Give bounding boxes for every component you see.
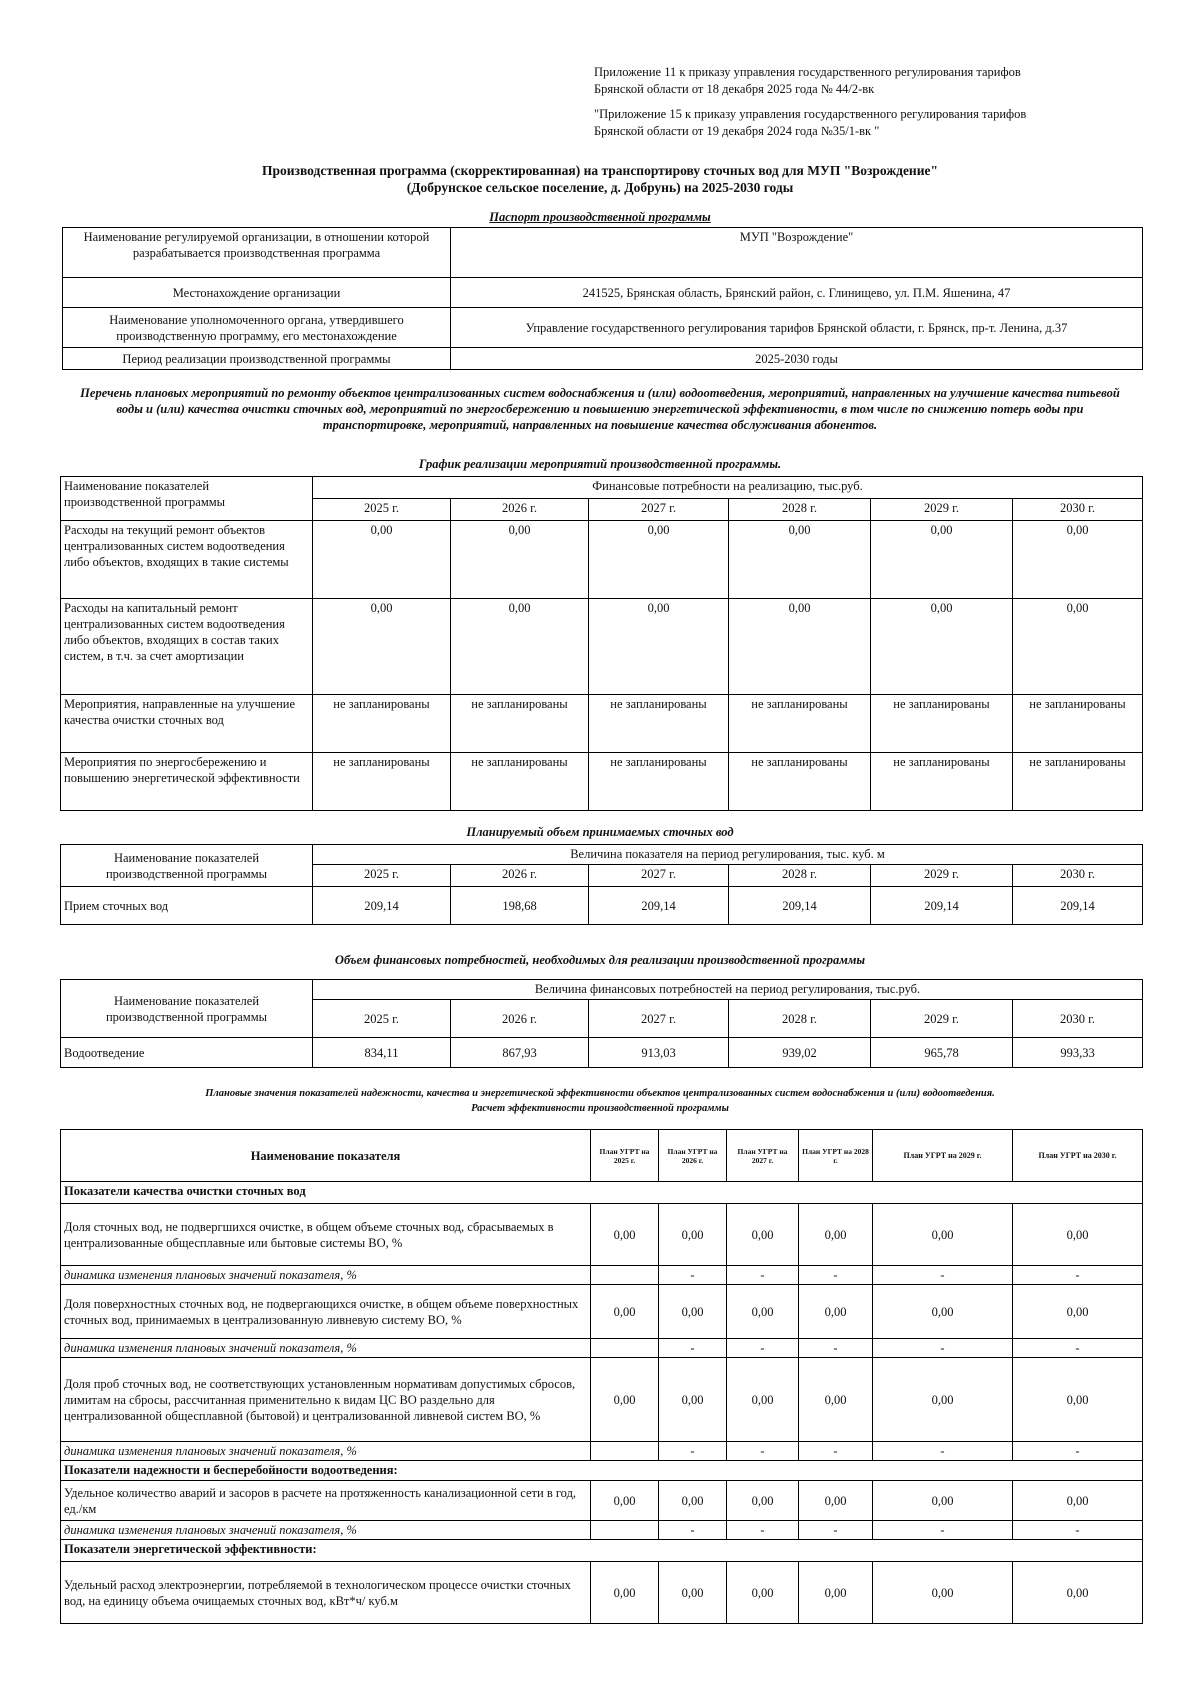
plan-header: План УГРТ на 2029 г. [873, 1130, 1013, 1182]
cell-value: не запланированы [451, 753, 589, 811]
year-header: 2028 г. [729, 499, 871, 521]
cell-value: 0,00 [799, 1285, 873, 1339]
year-header: 2029 г. [871, 499, 1013, 521]
passport-label: Местонахождение организации [63, 278, 451, 308]
passport-value: 2025-2030 годы [451, 348, 1143, 370]
cell-value: 0,00 [591, 1285, 659, 1339]
passport-label: Период реализации производственной программы [63, 348, 451, 370]
cell-value: 0,00 [1013, 599, 1143, 695]
order-note-2 [594, 106, 1026, 140]
indicators-table [60, 1129, 1143, 1624]
dynamics-value: - [727, 1521, 799, 1540]
dynamics-value: - [659, 1339, 727, 1358]
cell-value: 0,00 [729, 599, 871, 695]
plan-header: План УГРТ на 2025 г. [591, 1130, 659, 1182]
year-header: 2028 г. [729, 1000, 871, 1038]
section-title: Показатели энергетической эффективности: [61, 1540, 1143, 1562]
cell-value: не запланированы [589, 695, 729, 753]
row-label: Прием сточных вод [61, 887, 313, 925]
dynamics-value: - [1013, 1266, 1143, 1285]
volume-group-header: Величина показателя на период регулирования, тыс. куб. м [313, 845, 1143, 865]
finance-col-header: Наименование показателей производственной программы [61, 980, 313, 1038]
cell-value: 0,00 [1013, 1285, 1143, 1339]
cell-value: 834,11 [313, 1038, 451, 1068]
year-header: 2026 г. [451, 1000, 589, 1038]
table-row [61, 1285, 1143, 1339]
cell-value: 0,00 [659, 1481, 727, 1521]
passport-row [63, 278, 1143, 308]
cell-value: 939,02 [729, 1038, 871, 1068]
dynamics-value: - [873, 1442, 1013, 1461]
dynamics-value: - [873, 1266, 1013, 1285]
table-row [61, 1038, 1143, 1068]
cell-value: 0,00 [799, 1358, 873, 1442]
year-header: 2029 г. [871, 865, 1013, 887]
cell-value: 0,00 [591, 1358, 659, 1442]
order-note-1 [594, 64, 1021, 98]
cell-value: 0,00 [659, 1204, 727, 1266]
cell-value: не запланированы [729, 695, 871, 753]
cell-value: 0,00 [873, 1562, 1013, 1624]
table-row [61, 1204, 1143, 1266]
document-title-line2: (Добрунское сельское поселение, д. Добрунь) на 2025-2030 годы [406, 180, 794, 195]
cell-value: 0,00 [871, 521, 1013, 599]
measures-col-header: Наименование показателей производственной программы [61, 477, 313, 521]
cell-value: 0,00 [589, 521, 729, 599]
order-note-2-line2: Брянской области от 19 декабря 2024 года №35/1-вк " [594, 124, 880, 138]
passport-row [63, 228, 1143, 278]
cell-value: 867,93 [451, 1038, 589, 1068]
dynamics-value: - [727, 1442, 799, 1461]
cell-value: 0,00 [1013, 521, 1143, 599]
indicators-caption-line1: Плановые значения показателей надежности, качества и энергетической эффективности объектов централизованных систем водоснабжения и (или) водоотведения. [205, 1088, 995, 1099]
dynamics-value [591, 1339, 659, 1358]
cell-value: 913,03 [589, 1038, 729, 1068]
order-note-1-line1: Приложение 11 к приказу управления государственного регулирования тарифов [594, 65, 1021, 79]
dynamics-value: - [727, 1339, 799, 1358]
row-label: Мероприятия по энергосбережению и повышению энергетической эффективности [61, 753, 313, 811]
dynamics-value: - [659, 1521, 727, 1540]
volume-col-header: Наименование показателей производственной программы [61, 845, 313, 887]
passport-label: Наименование регулируемой организации, в отношении которой разрабатывается производственная программа [63, 228, 451, 278]
cell-value: 0,00 [871, 599, 1013, 695]
year-header: 2026 г. [451, 865, 589, 887]
indicators-col-header: Наименование показателя [61, 1130, 591, 1182]
cell-value: 198,68 [451, 887, 589, 925]
cell-value: 0,00 [727, 1285, 799, 1339]
dynamics-value: - [1013, 1521, 1143, 1540]
dynamics-row [61, 1521, 1143, 1540]
year-header: 2026 г. [451, 499, 589, 521]
indicators-caption-line2: Расчет эффективности производственной программы [471, 1103, 729, 1114]
volume-caption: Планируемый объем принимаемых сточных вод [466, 825, 734, 839]
dynamics-row [61, 1266, 1143, 1285]
year-header: 2025 г. [313, 499, 451, 521]
cell-value: не запланированы [313, 695, 451, 753]
order-note-2-line1: "Приложение 15 к приказу управления государственного регулирования тарифов [594, 107, 1027, 121]
cell-value: не запланированы [871, 753, 1013, 811]
cell-value: 209,14 [589, 887, 729, 925]
section-title: Показатели надежности и бесперебойности водоотведения: [61, 1461, 1143, 1481]
table-row [61, 1481, 1143, 1521]
dynamics-row [61, 1339, 1143, 1358]
cell-value: 993,33 [1013, 1038, 1143, 1068]
cell-value: 0,00 [873, 1358, 1013, 1442]
dynamics-value: - [1013, 1339, 1143, 1358]
cell-value: 0,00 [589, 599, 729, 695]
indicator-label: Удельный расход электроэнергии, потребляемой в технологическом процессе очистки сточных вод, на единицу объема очищаемых сточных вод, кВт*ч/ куб.м [61, 1562, 591, 1624]
cell-value: 0,00 [873, 1481, 1013, 1521]
section-row [61, 1461, 1143, 1481]
passport-row [63, 348, 1143, 370]
indicator-label: Удельное количество аварий и засоров в расчете на протяженность канализационной сети в год, ед./км [61, 1481, 591, 1521]
cell-value: 0,00 [1013, 1204, 1143, 1266]
cell-value: 209,14 [729, 887, 871, 925]
table-row [61, 599, 1143, 695]
cell-value: 0,00 [659, 1562, 727, 1624]
dynamics-value [591, 1521, 659, 1540]
cell-value: 0,00 [451, 521, 589, 599]
year-header: 2029 г. [871, 1000, 1013, 1038]
section-row [61, 1182, 1143, 1204]
cell-value: 0,00 [659, 1285, 727, 1339]
measures-group-header: Финансовые потребности на реализацию, тыс.руб. [313, 477, 1143, 499]
row-label: Расходы на текущий ремонт объектов централизованных систем водоотведения либо объектов, входящих в такие системы [61, 521, 313, 599]
cell-value: 0,00 [1013, 1562, 1143, 1624]
dynamics-value: - [799, 1442, 873, 1461]
cell-value: 0,00 [591, 1562, 659, 1624]
year-header: 2027 г. [589, 865, 729, 887]
plan-header: План УГРТ на 2028 г. [799, 1130, 873, 1182]
plan-header: План УГРТ на 2026 г. [659, 1130, 727, 1182]
cell-value: 0,00 [659, 1358, 727, 1442]
table-row [61, 887, 1143, 925]
cell-value: 0,00 [591, 1204, 659, 1266]
cell-value: 0,00 [591, 1481, 659, 1521]
table-row [61, 521, 1143, 599]
cell-value: не запланированы [729, 753, 871, 811]
cell-value: 965,78 [871, 1038, 1013, 1068]
table-row [61, 1562, 1143, 1624]
year-header: 2025 г. [313, 1000, 451, 1038]
year-header: 2027 г. [589, 499, 729, 521]
dynamics-value: - [799, 1339, 873, 1358]
dynamics-value [591, 1266, 659, 1285]
passport-label: Наименование уполномоченного органа, утвердившего производственную программу, его местонахождение [63, 308, 451, 348]
dynamics-value: - [873, 1339, 1013, 1358]
cell-value: 0,00 [1013, 1481, 1143, 1521]
plan-header: План УГРТ на 2030 г. [1013, 1130, 1143, 1182]
cell-value: 0,00 [313, 599, 451, 695]
cell-value: не запланированы [871, 695, 1013, 753]
dynamics-row [61, 1442, 1143, 1461]
passport-value: Управление государственного регулирования тарифов Брянской области, г. Брянск, пр-т. Ленина, д.37 [451, 308, 1143, 348]
cell-value: 0,00 [451, 599, 589, 695]
measures-intro: Перечень плановых мероприятий по ремонту объектов централизованных систем водоснабжения и (или) водоотведения, мероприятий, направленных на улучшение качества питьевой воды и (или) качества очистки сточных вод, мероприятий по энергосбережению и повышению энергетической эффективности, в том числе по снижению потерь воды при транспортировке, мероприятий, направленных на повышение качества обслуживания абонентов. [80, 386, 1120, 432]
document-title-line1: Производственная программа (скорректированная) на транспортирову сточных вод для МУП "Возрождение" [262, 163, 938, 178]
measures-caption: График реализации мероприятий производственной программы. [418, 457, 782, 471]
cell-value: не запланированы [451, 695, 589, 753]
cell-value: 0,00 [873, 1285, 1013, 1339]
row-label: Расходы на капитальный ремонт централизованных систем водоотведения либо объектов, входящих в состав таких систем, в т.ч. за счет амортизации [61, 599, 313, 695]
cell-value: 0,00 [799, 1562, 873, 1624]
finance-table [60, 979, 1143, 1068]
passport-row [63, 308, 1143, 348]
section-title: Показатели качества очистки сточных вод [61, 1182, 1143, 1204]
cell-value: 0,00 [727, 1562, 799, 1624]
year-header: 2030 г. [1013, 865, 1143, 887]
cell-value: 0,00 [729, 521, 871, 599]
order-note-1-line2: Брянской области от 18 декабря 2025 года № 44/2-вк [594, 82, 875, 96]
dynamics-value: - [799, 1266, 873, 1285]
cell-value: 0,00 [799, 1204, 873, 1266]
year-header: 2028 г. [729, 865, 871, 887]
table-row [61, 1358, 1143, 1442]
finance-group-header: Величина финансовых потребностей на период регулирования, тыс.руб. [313, 980, 1143, 1000]
table-row [61, 753, 1143, 811]
year-header: 2025 г. [313, 865, 451, 887]
passport-value: 241525, Брянская область, Брянский район, с. Глинищево, ул. П.М. Яшенина, 47 [451, 278, 1143, 308]
passport-value: МУП "Возрождение" [451, 228, 1143, 278]
cell-value: не запланированы [313, 753, 451, 811]
indicators-caption [0, 1086, 1200, 1116]
cell-value: 209,14 [313, 887, 451, 925]
dynamics-label: динамика изменения плановых значений показателя, % [61, 1266, 591, 1285]
cell-value: 0,00 [873, 1204, 1013, 1266]
indicator-label: Доля проб сточных вод, не соответствующих установленным нормативам допустимых сбросов, лимитам на сбросы, рассчитанная применительно к видам ЦС ВО раздельно для централизованной общесплавной (бытовой) и централизованной ливневой систем ВО, % [61, 1358, 591, 1442]
cell-value: 209,14 [1013, 887, 1143, 925]
document-title [0, 162, 1200, 196]
cell-value: не запланированы [1013, 753, 1143, 811]
indicator-label: Доля сточных вод, не подвергшихся очистке, в общем объеме сточных вод, сбрасываемых в централизованные общесплавные или бытовые системы ВО, % [61, 1204, 591, 1266]
passport-table [62, 227, 1143, 370]
row-label: Водоотведение [61, 1038, 313, 1068]
cell-value: не запланированы [1013, 695, 1143, 753]
dynamics-label: динамика изменения плановых значений показателя, % [61, 1442, 591, 1461]
cell-value: 0,00 [799, 1481, 873, 1521]
dynamics-value [591, 1442, 659, 1461]
cell-value: 0,00 [1013, 1358, 1143, 1442]
section-row [61, 1540, 1143, 1562]
year-header: 2030 г. [1013, 499, 1143, 521]
cell-value: 209,14 [871, 887, 1013, 925]
dynamics-value: - [1013, 1442, 1143, 1461]
cell-value: 0,00 [727, 1204, 799, 1266]
cell-value: 0,00 [727, 1481, 799, 1521]
dynamics-value: - [873, 1521, 1013, 1540]
indicator-label: Доля поверхностных сточных вод, не подвергающихся очистке, в общем объеме поверхностных сточных вод, принимаемых в централизованную ливневую систему ВО, % [61, 1285, 591, 1339]
plan-header: План УГРТ на 2027 г. [727, 1130, 799, 1182]
year-header: 2027 г. [589, 1000, 729, 1038]
dynamics-value: - [659, 1266, 727, 1285]
finance-caption: Объем финансовых потребностей, необходимых для реализации производственной программы [334, 953, 866, 967]
row-label: Мероприятия, направленные на улучшение качества очистки сточных вод [61, 695, 313, 753]
volume-table [60, 844, 1143, 925]
dynamics-value: - [799, 1521, 873, 1540]
dynamics-label: динамика изменения плановых значений показателя, % [61, 1521, 591, 1540]
cell-value: 0,00 [727, 1358, 799, 1442]
cell-value: не запланированы [589, 753, 729, 811]
year-header: 2030 г. [1013, 1000, 1143, 1038]
dynamics-value: - [727, 1266, 799, 1285]
passport-caption: Паспорт производственной программы [489, 210, 711, 224]
table-row [61, 695, 1143, 753]
measures-table [60, 476, 1143, 811]
dynamics-label: динамика изменения плановых значений показателя, % [61, 1339, 591, 1358]
cell-value: 0,00 [313, 521, 451, 599]
dynamics-value: - [659, 1442, 727, 1461]
